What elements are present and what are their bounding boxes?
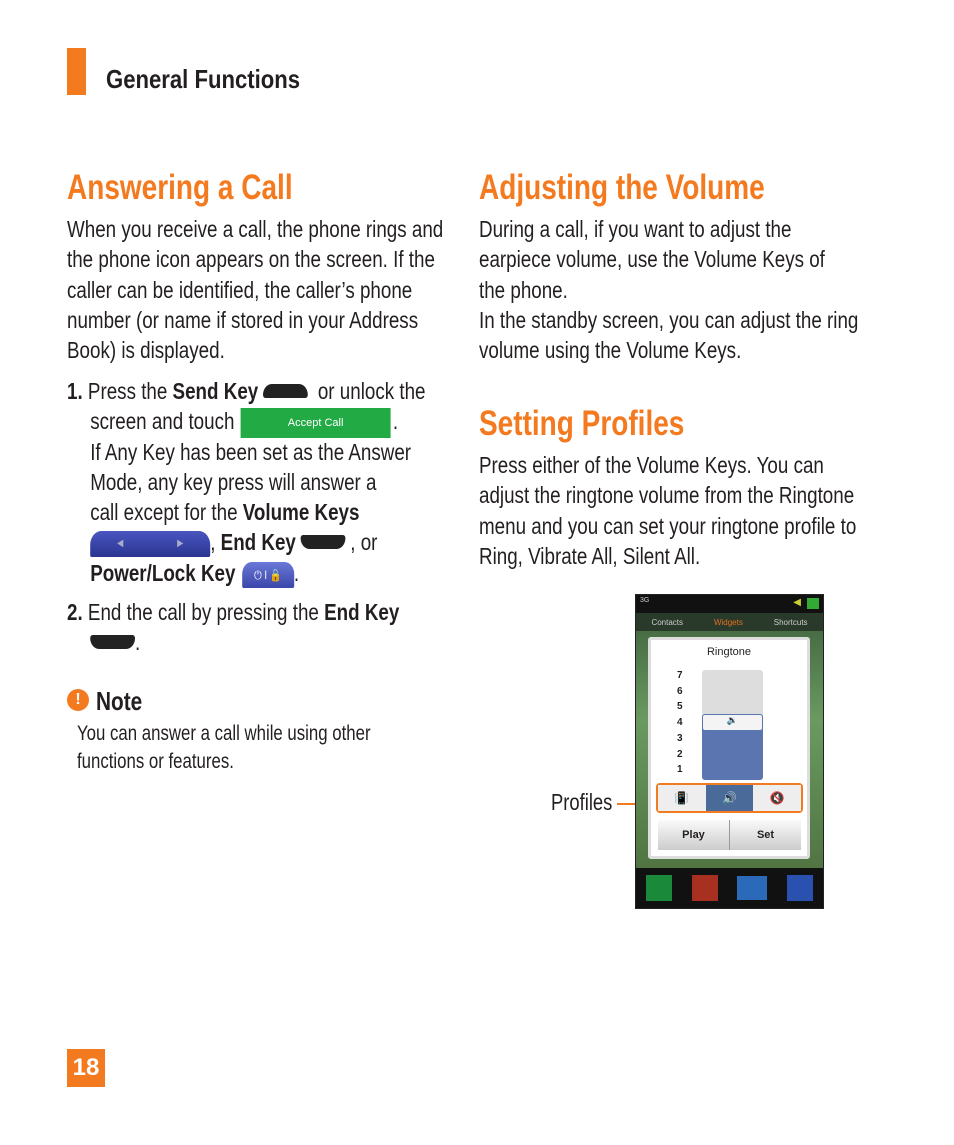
ring-profile-button[interactable]: 🔊	[706, 785, 754, 811]
heading-answering-call: Answering a Call	[67, 168, 293, 207]
page-number: 18	[67, 1049, 105, 1087]
text-line: functions or features.	[77, 750, 234, 773]
phone-app-icon[interactable]	[646, 875, 672, 901]
volume-slider-handle[interactable]: 🔉	[702, 714, 763, 731]
text: ,	[210, 529, 221, 556]
step-number: 1.	[67, 378, 83, 404]
text-line: When you receive a call, the phone rings and	[67, 216, 444, 242]
signal-icon: 3G	[640, 597, 650, 604]
dock	[636, 868, 823, 908]
dialog-title: Ringtone	[706, 646, 752, 658]
set-button[interactable]: Set	[730, 820, 801, 850]
speaker-icon: ◀	[793, 597, 801, 608]
text-line: volume using the Volume Keys.	[479, 337, 742, 364]
level-label: 5	[677, 701, 683, 713]
home-tabs	[636, 613, 823, 631]
profiles-text	[479, 450, 856, 571]
text-line: earpiece volume, use the Volume Keys of	[479, 246, 825, 273]
heading-adjusting-volume: Adjusting the Volume	[479, 168, 765, 207]
text-line: caller can be identified, the caller’s phone	[67, 276, 413, 303]
text: screen and touch	[90, 408, 235, 435]
end-key-label: End Key	[324, 599, 400, 625]
note-title: Note	[96, 686, 143, 716]
step-2	[67, 597, 399, 658]
section-marker	[67, 48, 86, 95]
note-icon: !	[67, 689, 89, 711]
volume-keys-label: Volume Keys	[242, 499, 360, 526]
text: or unlock the	[312, 378, 426, 404]
silent-profile-button[interactable]: 🔇	[753, 785, 801, 811]
text: End the call by pressing the	[87, 599, 325, 625]
dialog-buttons	[658, 820, 801, 850]
volume-levels	[677, 668, 683, 778]
messaging-app-icon[interactable]	[737, 876, 767, 900]
text-line: adjust the ringtone volume from the Ringtone	[479, 482, 855, 509]
end-key-icon	[301, 535, 346, 549]
text-line: the phone.	[479, 276, 568, 303]
send-key-label: Send Key	[172, 378, 259, 404]
volume-keys-icon: ◀ ▶	[90, 531, 210, 557]
text-line: Book) is displayed.	[67, 337, 225, 364]
text-line: the phone icon appears on the screen. If the	[67, 246, 435, 273]
level-label: 7	[677, 670, 683, 681]
step-1	[67, 376, 426, 588]
level-label: 3	[677, 732, 683, 744]
level-label: 2	[677, 748, 683, 760]
text-line: During a call, if you want to adjust the	[479, 216, 792, 242]
step-number: 2.	[67, 599, 83, 625]
text: .	[392, 408, 399, 435]
profile-selector	[656, 783, 803, 813]
text: Press the	[87, 378, 173, 404]
ringtone-dialog	[648, 637, 810, 859]
answering-intro	[67, 214, 443, 365]
text-line: In the standby screen, you can adjust the ring	[479, 306, 859, 333]
power-lock-key-label: Power/Lock Key	[90, 559, 236, 586]
battery-icon	[807, 598, 819, 609]
end-key-icon	[90, 635, 135, 649]
end-key-label: End Key	[220, 529, 296, 556]
profiles-callout-label: Profiles	[551, 789, 613, 815]
send-key-icon	[263, 384, 308, 398]
text-line: Ring, Vibrate All, Silent All.	[479, 542, 701, 569]
text-line: menu and you can set your ringtone profile to	[479, 512, 857, 539]
menu-app-icon[interactable]	[787, 875, 813, 901]
phone-screenshot	[635, 594, 824, 909]
text-line: Press either of the Volume Keys. You can	[479, 452, 824, 478]
level-label: 6	[677, 685, 683, 697]
contacts-app-icon[interactable]	[692, 875, 718, 901]
heading-setting-profiles: Setting Profiles	[479, 404, 685, 443]
level-label: 1	[677, 764, 683, 776]
tab-widgets[interactable]: Widgets	[713, 617, 743, 627]
vibrate-profile-button[interactable]: 📳	[658, 785, 706, 811]
accept-call-button-image: Accept Call	[241, 408, 391, 438]
text: , or	[350, 529, 378, 556]
section-title: General Functions	[106, 64, 301, 94]
level-label: 4	[677, 717, 683, 729]
play-button[interactable]: Play	[658, 820, 730, 850]
text: .	[293, 559, 300, 586]
volume-slider[interactable]	[702, 670, 763, 780]
text-line: You can answer a call while using other	[77, 722, 371, 745]
tab-contacts[interactable]: Contacts	[651, 617, 684, 627]
tab-shortcuts[interactable]: Shortcuts	[773, 617, 808, 627]
note-text	[77, 720, 371, 776]
power-lock-key-icon: ⏻ I 🔒	[242, 562, 294, 588]
text: call except for the	[90, 499, 243, 526]
text-line: Mode, any key press will answer a	[90, 468, 377, 495]
status-bar	[636, 595, 823, 613]
text-line: If Any Key has been set as the Answer	[90, 438, 412, 465]
volume-text	[479, 214, 858, 365]
text-line: number (or name if stored in your Address	[67, 306, 419, 333]
text: .	[135, 629, 141, 656]
